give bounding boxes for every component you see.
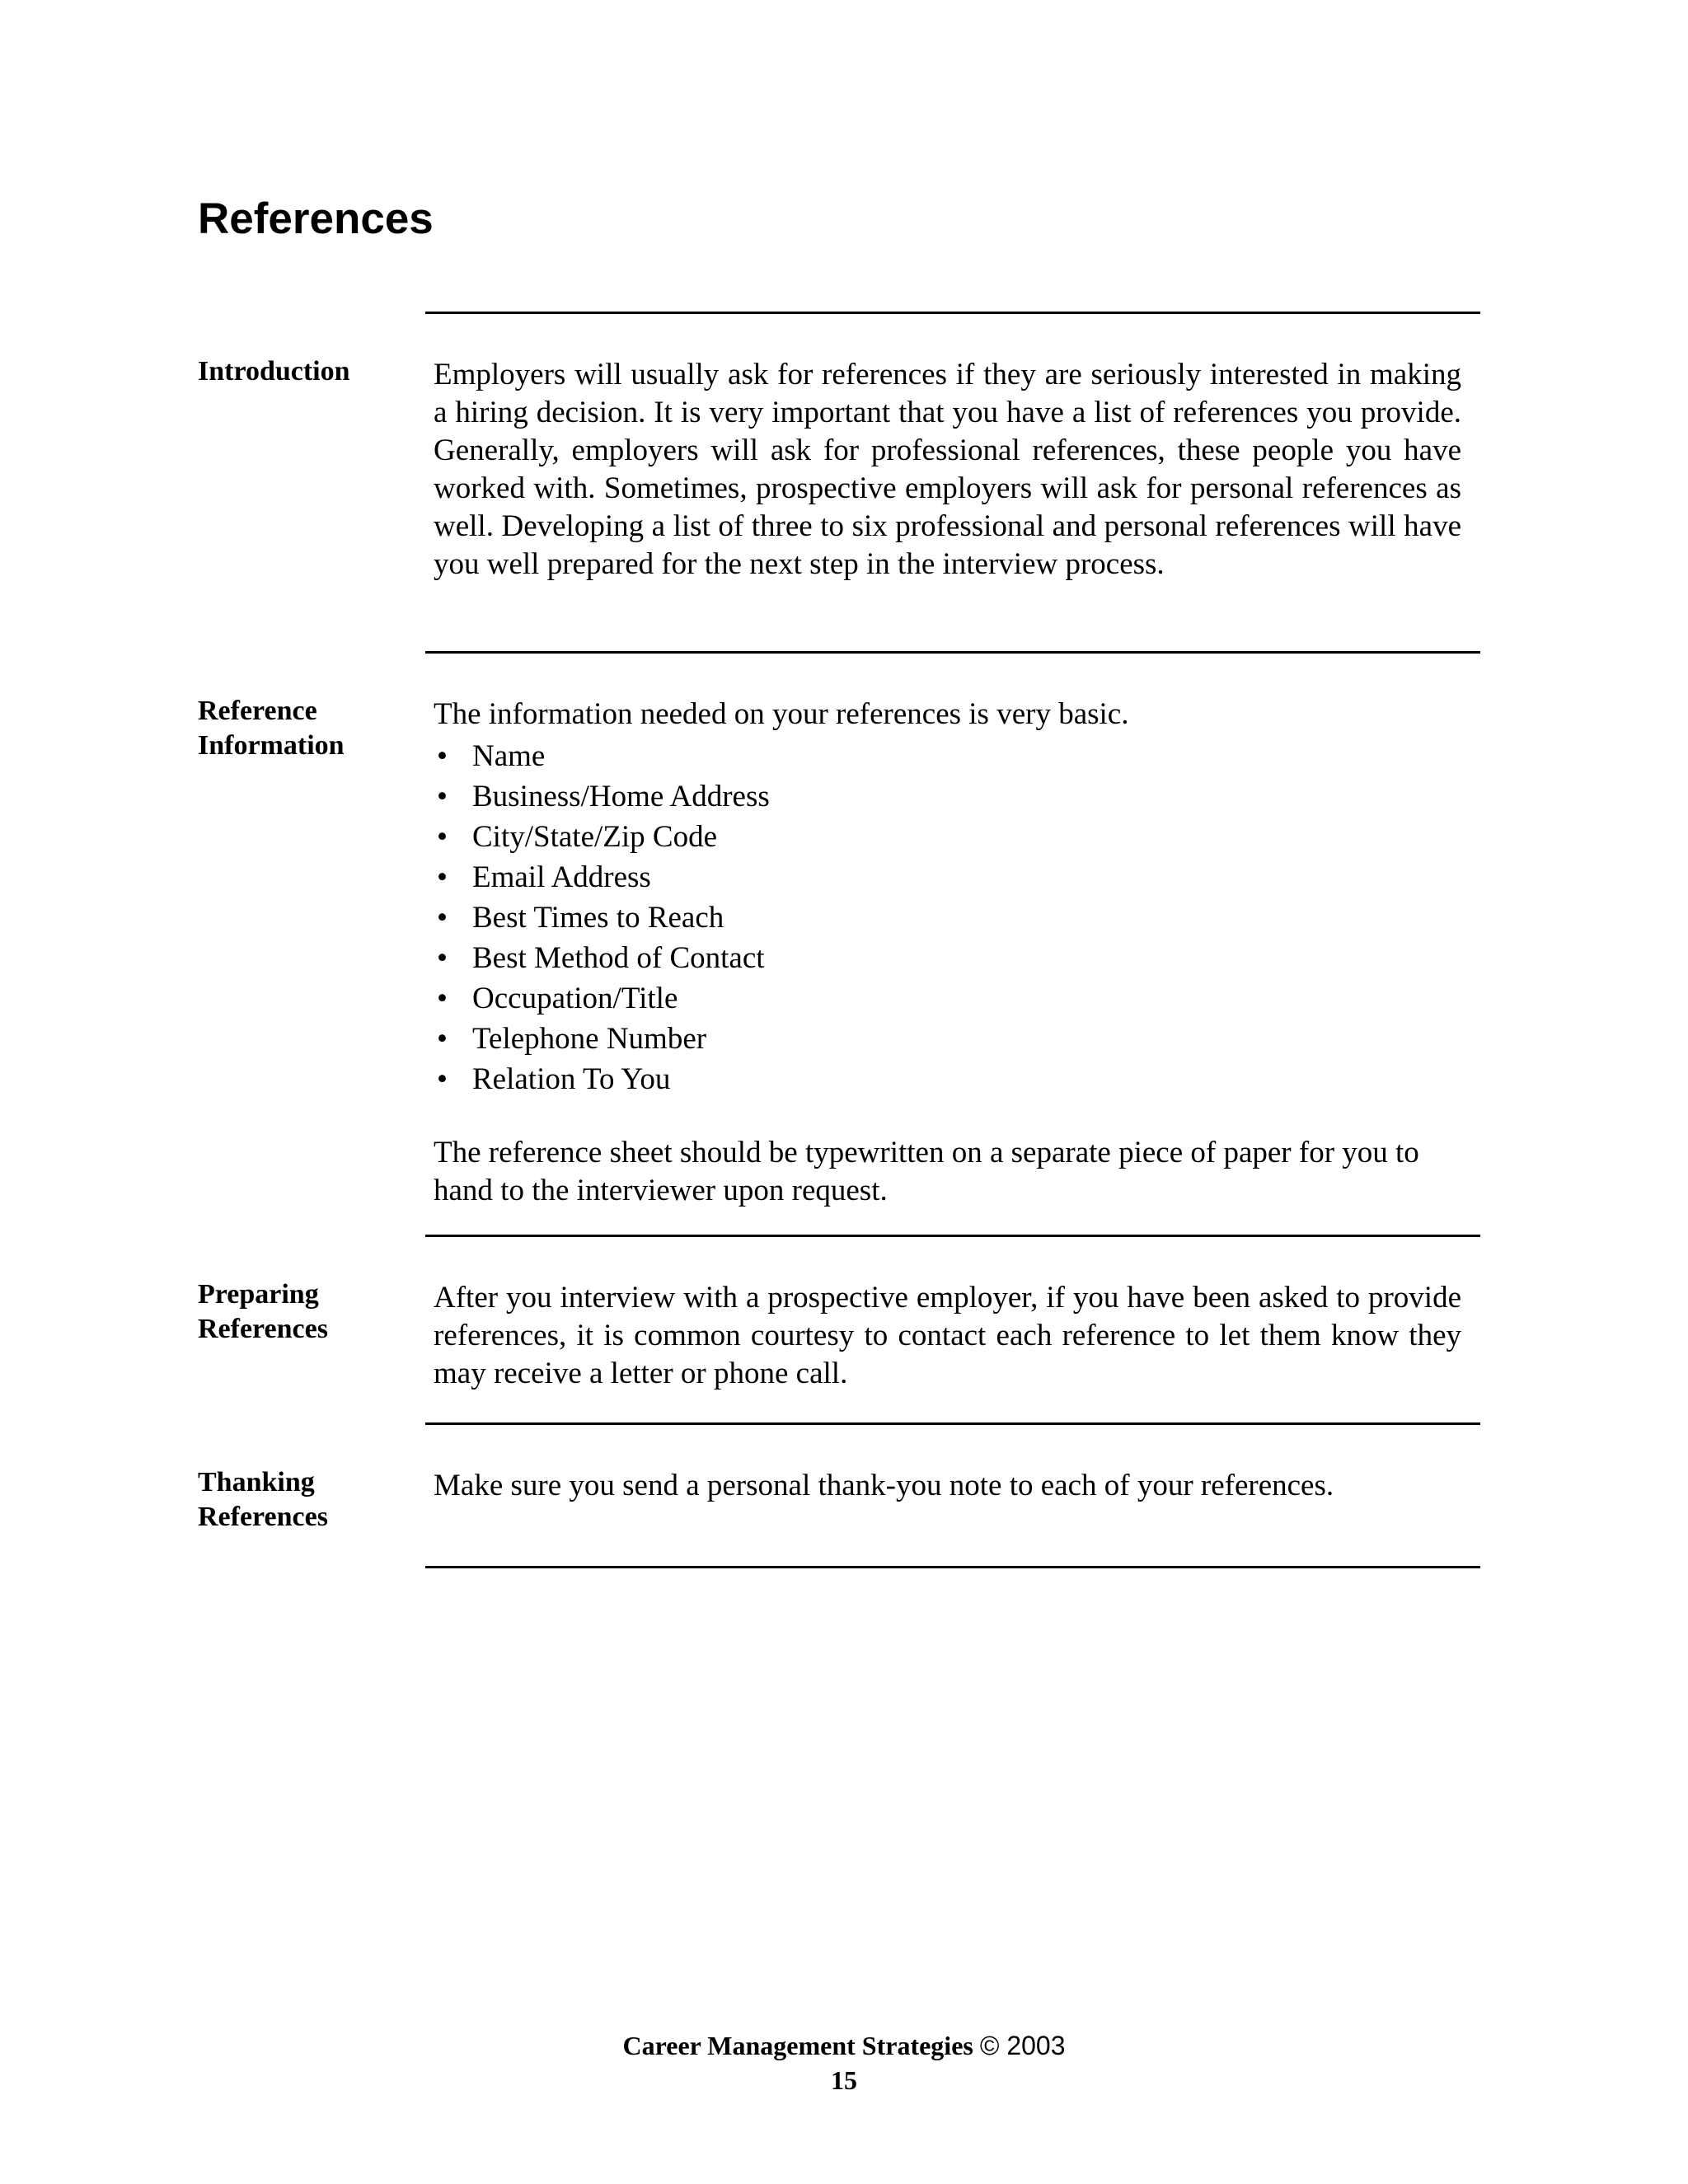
thanking-references-paragraph: Make sure you send a personal thank-you note to each of your references. [434, 1469, 1334, 1502]
footer-organization: Career Management Strategies [622, 2031, 973, 2060]
section-label-text: Introduction [198, 356, 350, 387]
section-divider-3 [425, 1422, 1480, 1425]
preparing-references-paragraph: After you interview with a prospective employer, if you have been asked to provide references, it is common courtesy to contact each reference to let them know they may receive a letter or phone call. [434, 1281, 1461, 1390]
section-divider-top [425, 312, 1480, 314]
section-label-thanking-references [198, 1465, 412, 1535]
list-item [434, 978, 1461, 1019]
section-label-reference-information [198, 694, 412, 763]
list-item [434, 736, 1461, 776]
reference-information-intro: The information needed on your references is very basic. [434, 697, 1129, 731]
list-item-text: Best Method of Contact [472, 941, 765, 975]
list-item-text: Email Address [472, 860, 651, 894]
section-body-thanking-references [434, 1467, 1461, 1505]
bullet-icon: • [437, 1062, 448, 1096]
bullet-icon: • [437, 860, 448, 894]
list-item-text: Telephone Number [472, 1022, 707, 1056]
section-label-preparing-references [198, 1277, 412, 1347]
section-body-reference-information [434, 696, 1461, 1210]
section-divider-bottom [425, 1566, 1480, 1568]
list-item [434, 776, 1461, 817]
list-item [434, 857, 1461, 898]
section-label-line: Information [198, 730, 345, 761]
reference-fields-list [434, 736, 1461, 1099]
footer-copyright: © 2003 [979, 2031, 1066, 2060]
bullet-icon: • [437, 901, 448, 935]
bullet-icon: • [437, 982, 448, 1015]
bullet-icon: • [437, 739, 448, 773]
section-label-line: Reference [198, 696, 317, 726]
list-item-text: Best Times to Reach [472, 901, 724, 935]
section-label-line: References [198, 1502, 328, 1532]
section-label-line: Preparing [198, 1279, 319, 1310]
list-item-text: Name [472, 739, 546, 773]
list-item [434, 898, 1461, 938]
page-title: References [198, 194, 434, 243]
section-label-introduction [198, 354, 412, 389]
section-body-introduction [434, 356, 1461, 583]
section-divider-2 [425, 1235, 1480, 1237]
section-divider-1 [425, 651, 1480, 654]
list-item-text: Business/Home Address [472, 780, 770, 813]
list-item-text: Relation To You [472, 1062, 671, 1096]
list-item [434, 817, 1461, 857]
bullet-icon: • [437, 1022, 448, 1056]
list-item-text: City/State/Zip Code [472, 820, 718, 854]
list-item [434, 938, 1461, 978]
list-item [434, 1019, 1461, 1059]
list-item-text: Occupation/Title [472, 982, 678, 1015]
section-label-line: Thanking [198, 1467, 315, 1497]
bullet-icon: • [437, 941, 448, 975]
bullet-icon: • [437, 780, 448, 813]
list-item [434, 1059, 1461, 1099]
section-label-line: References [198, 1314, 328, 1344]
section-body-preparing-references [434, 1279, 1461, 1393]
introduction-paragraph: Employers will usually ask for references if they are seriously interested in making a hiring decision. It is very important that you have a list of references you provide. Generally, employers will ask for professional references, these people you have worked with. Sometimes, prospective employers will ask for personal references as well. Developing a list of three to six professional and personal references will have you well prepared for the next step in the interview process. [434, 358, 1461, 581]
footer-credit [0, 2029, 1688, 2062]
page-number: 15 [831, 2065, 857, 2095]
bullet-icon: • [437, 820, 448, 854]
reference-information-closing: The reference sheet should be typewritten on a separate piece of paper for you to hand to the interviewer upon request. [434, 1136, 1419, 1207]
